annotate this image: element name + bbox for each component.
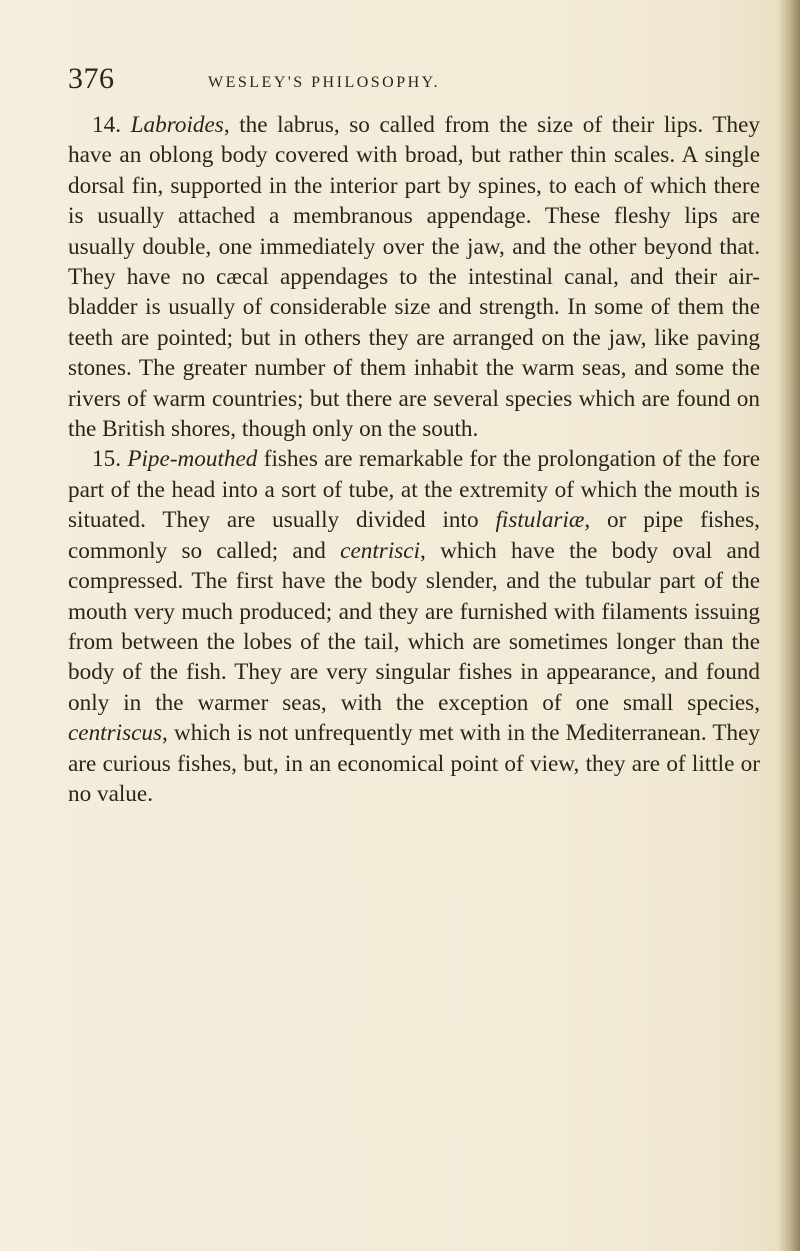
- page-number: 376: [68, 62, 115, 95]
- paragraph-text: , which is not unfrequently met with in the Mediterranean. They are curious fishes, but, in an economical point of view, they are of little or no value.: [68, 720, 760, 807]
- body-text: [68, 110, 760, 809]
- page-header: [68, 62, 768, 102]
- paragraph-text: , which have the body oval and compressed. The first have the body slender, and the tubular part of the mouth very much produced; and they are furnished with filaments issuing from between the lobes of the tail, which are sometimes longer than the body of the fish. They are very singular fishes in appearance, and found only in the warmer seas, with the exception of one small species,: [68, 537, 760, 716]
- italic-term: centrisci: [340, 537, 421, 564]
- section-number: 15.: [92, 446, 121, 473]
- section-number: 14.: [92, 112, 121, 138]
- paragraph-15: [68, 444, 760, 809]
- italic-term: centriscus: [68, 720, 163, 747]
- section-term: Labroides: [130, 112, 224, 138]
- paragraph-text: , or pipe fishes, commonly so called; and: [68, 507, 760, 564]
- section-term: Pipe-mouthed: [127, 446, 258, 473]
- paragraph-text: fishes are remarkable for the prolongation of the fore part of the head into a sort of tube, at the extremity of which the mouth is situated. They are usually divided into: [68, 446, 760, 534]
- paragraph-text: , the labrus, so called from the size of their lips. They have an oblong body covered with broad, but rather thin scales. A single dorsal fin, supported in the interior part by spines, to each of which there is usually attached a membranous appendage. These fleshy lips are usually double, one immediately over the jaw, and the other beyond that. They have no cæcal appendages to the intestinal canal, and their air-bladder is usually of considerable size and strength. In some of them the teeth are pointed; but in others they are arranged on the jaw, like paving stones. The greater number of them inhabit the warm seas, and some the rivers of warm countries; but there are several species which are found on the British shores, though only on the south.: [68, 112, 760, 443]
- binding-gutter: [778, 0, 800, 1251]
- paragraph-14: [68, 110, 760, 444]
- running-head: WESLEY'S PHILOSOPHY.: [208, 74, 441, 91]
- italic-term: fistulariæ: [495, 507, 585, 534]
